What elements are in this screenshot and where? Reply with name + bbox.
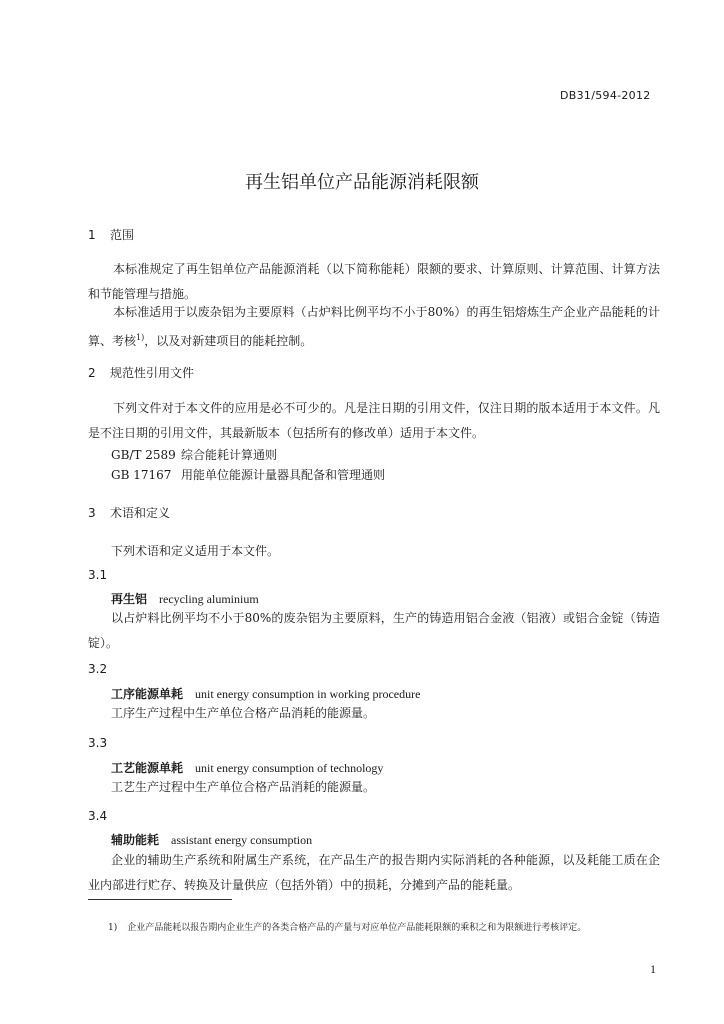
term-number: 3.1: [88, 568, 108, 582]
reference-name: 综合能耗计算通则: [181, 448, 278, 462]
term-entry: [111, 759, 383, 776]
term-entry: [111, 831, 312, 848]
term-chinese: 辅助能耗: [111, 833, 160, 847]
section-number: 3: [88, 506, 96, 520]
term-english: unit energy consumption in working procedure: [195, 687, 421, 701]
section-number: 2: [88, 366, 96, 380]
section-title: 范围: [110, 228, 135, 242]
footnote-separator: [88, 899, 232, 900]
footnote: [108, 920, 668, 933]
section-1-heading: [88, 226, 134, 243]
document-title: 再生铝单位产品能源消耗限额: [245, 172, 479, 193]
section-2-heading: [88, 364, 194, 381]
section-title: 规范性引用文件: [110, 366, 195, 380]
term-chinese: 工序能源单耗: [111, 687, 184, 701]
term-english: unit energy consumption of technology: [195, 761, 384, 775]
term-chinese: 再生铝: [111, 592, 148, 606]
reference-item: [111, 466, 385, 483]
term-definition: 工序生产过程中生产单位合格产品消耗的能源量。: [111, 706, 376, 720]
scope-paragraph-1: 本标准规定了再生铝单位产品能源消耗（以下简称能耗）限额的要求、计算原则、计算范围、计算方法和节能管理与措施。: [88, 262, 660, 301]
term-number: 3.4: [88, 809, 108, 823]
footnote-text: 企业产品能耗以报告期内企业生产的各类合格产品的产量与对应单位产品能耗限额的乘积之和为限额进行考核评定。: [127, 923, 587, 933]
terms-intro: 下列术语和定义适用于本文件。: [111, 544, 280, 558]
section-title: 术语和定义: [110, 506, 171, 520]
term-definition: 以占炉料比例平均不小于80%的废杂铝为主要原料，生产的铸造用铝合金液（铝液）或铝合金锭（铸造锭）。: [88, 611, 660, 650]
term-number: 3.3: [88, 736, 108, 750]
normative-paragraph: 下列文件对于本文件的应用是必不可少的。凡是注日期的引用文件，仅注日期的版本适用于本文件。凡是不注日期的引用文件，其最新版本（包括所有的修改单）适用于本文件。: [88, 401, 660, 440]
footnote-ref: 1): [136, 333, 145, 342]
footnote-mark: 1): [108, 923, 118, 933]
section-number: 1: [88, 228, 96, 242]
term-definition: 企业的辅助生产系统和附属生产系统，在产品生产的报告期内实际消耗的各种能源，以及耗能工质在企业内部进行贮存、转换及计量供应（包括外销）中的损耗，分摊到产品的能耗量。: [88, 853, 660, 892]
reference-item: [111, 446, 277, 463]
reference-code: GB/T 2589: [111, 448, 176, 462]
scope-paragraph-2: [88, 300, 660, 354]
standard-number: DB31/594-2012: [560, 89, 651, 102]
term-english: assistant energy consumption: [171, 833, 313, 847]
term-english: recycling aluminium: [159, 592, 259, 606]
scope-text-b: ，以及对新建项目的能耗控制。: [144, 334, 313, 348]
term-entry: [111, 685, 420, 702]
scope-text-a: 本标准适用于以废杂铝为主要原料（占炉料比例平均不小于80%）的再生铝熔炼生产企业产品能耗的计算、考核: [88, 305, 660, 348]
term-chinese: 工艺能源单耗: [111, 761, 184, 775]
term-number: 3.2: [88, 662, 108, 676]
page-number: 1: [650, 962, 656, 976]
term-entry: [111, 590, 259, 607]
reference-code: GB 17167: [111, 468, 172, 482]
reference-name: 用能单位能源计量器具配备和管理通则: [181, 468, 386, 482]
term-definition: 工艺生产过程中生产单位合格产品消耗的能源量。: [111, 780, 376, 794]
section-3-heading: [88, 504, 170, 521]
